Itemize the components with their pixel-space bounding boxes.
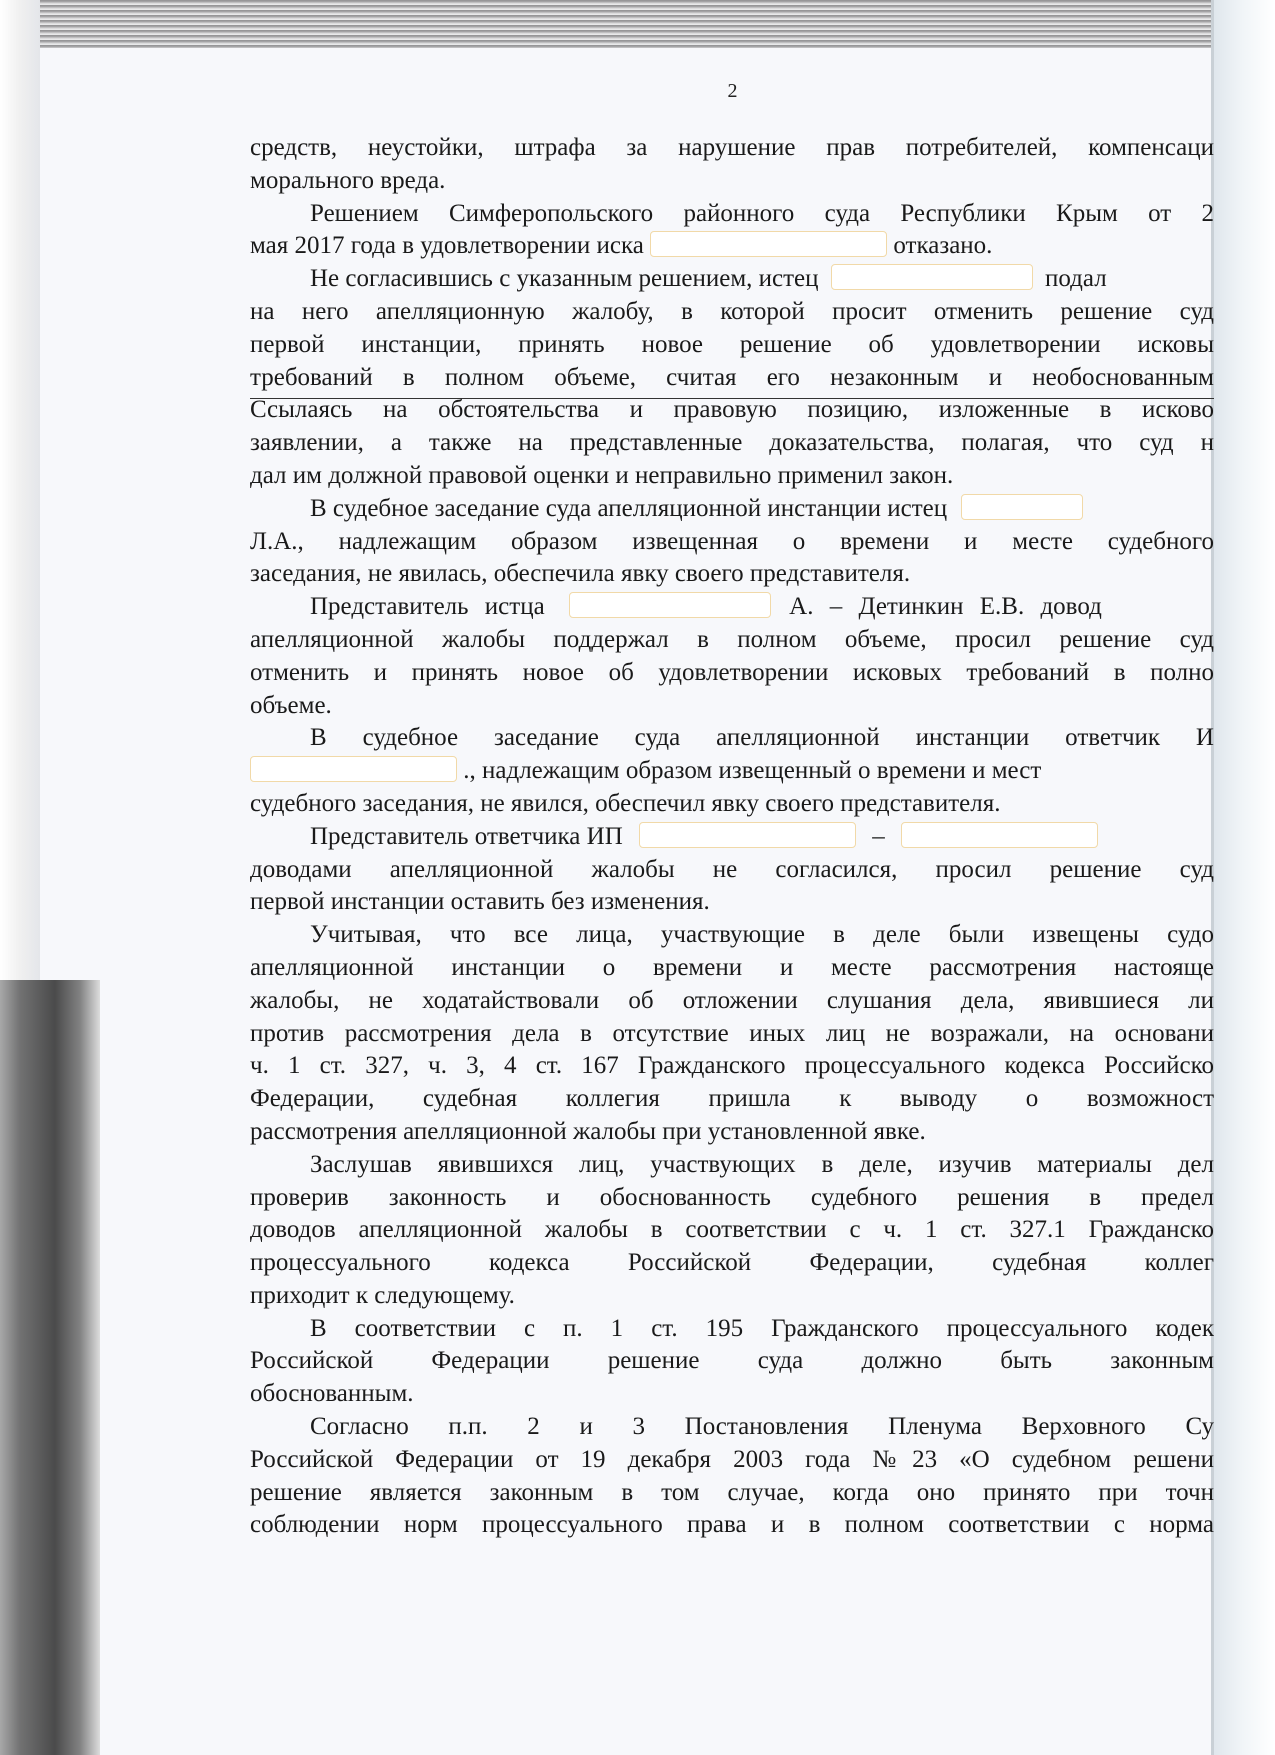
- text-line: Решением Симферопольского районного суда Республики Крым от 2: [310, 199, 1214, 227]
- text-line: [250, 493, 1214, 526]
- text-line: апелляционной жалобы поддержал в полном объеме, просил решение суд: [250, 625, 1214, 653]
- text-line: приходит к следующему.: [250, 1281, 515, 1309]
- text-line: Согласно п.п. 2 и 3 Постановления Пленума Верховного Су: [310, 1413, 1214, 1441]
- text-segment: ., надлежащим образом извещенный о времени и мест: [463, 757, 1042, 785]
- text-line: объеме.: [250, 691, 332, 719]
- text-line: доводов апелляционной жалобы в соответствии с ч. 1 ст. 327.1 Гражданско: [250, 1216, 1214, 1244]
- text-line: Ссылаясь на обстоятельства и правовую позицию, изложенные в исково: [250, 396, 1214, 424]
- text-line: обоснованным.: [250, 1380, 414, 1408]
- text-segment: А. – Детинкин Е.В. довод: [789, 593, 1102, 621]
- redacted-name: [901, 822, 1098, 848]
- document-body: [250, 132, 1214, 1602]
- text-line: ч. 1 ст. 327, ч. 3, 4 ст. 167 Гражданского процессуального кодекса Российско: [250, 1052, 1214, 1080]
- text-line: В судебное заседание суда апелляционной инстанции ответчик И: [310, 724, 1214, 752]
- text-line: против рассмотрения дела в отсутствие иных лиц не возражали, на основани: [250, 1019, 1214, 1047]
- text-line: [250, 591, 1214, 624]
- text-line: первой инстанции, принять новое решение об удовлетворении исковы: [250, 330, 1214, 358]
- text-line: судебного заседания, не явился, обеспечил явку своего представителя.: [250, 789, 1001, 817]
- text-line: В соответствии с п. 1 ст. 195 Гражданского процессуального кодек: [310, 1314, 1214, 1342]
- text-line: [250, 230, 1214, 263]
- text-segment: В судебное заседание суда апелляционной инстанции истец: [310, 494, 948, 522]
- scan-shadow-right: [1213, 0, 1275, 1755]
- text-segment: мая 2017 года в удовлетворении иска: [250, 232, 644, 260]
- redacted-name: [639, 822, 856, 848]
- text-line: Л.А., надлежащим образом извещенная о времени и месте судебного: [250, 527, 1214, 555]
- text-line: заседания, не явилась, обеспечила явку своего представителя.: [250, 560, 911, 588]
- text-segment: Не согласившись с указанным решением, истец: [310, 265, 819, 293]
- text-line: на него апелляционную жалобу, в которой просит отменить решение суд: [250, 297, 1214, 325]
- text-segment: отказано.: [893, 232, 993, 260]
- text-line: дал им должной правовой оценки и неправильно применил закон.: [250, 461, 954, 489]
- text-line: отменить и принять новое об удовлетворении исковых требований в полно: [250, 658, 1214, 686]
- text-line: [250, 755, 1214, 788]
- redacted-name: [650, 231, 887, 257]
- text-segment: Представитель ответчика ИП: [310, 822, 623, 850]
- text-line: жалобы, не ходатайствовали об отложении слушания дела, явившиеся ли: [250, 986, 1214, 1014]
- text-line: требований в полном объеме, считая его незаконным и необоснованным: [250, 363, 1214, 391]
- text-line: апелляционной инстанции о времени и месте рассмотрения настояще: [250, 953, 1214, 981]
- text-line: средств, неустойки, штрафа за нарушение прав потребителей, компенсаци: [250, 134, 1214, 161]
- redacted-name: [831, 264, 1033, 290]
- text-line: Заслушав явившихся лиц, участвующих в деле, изучив материалы дел: [310, 1150, 1214, 1178]
- text-line: соблюдении норм процессуального права и в полном соответствии с норма: [250, 1511, 1214, 1539]
- text-line: [250, 821, 1214, 854]
- text-segment: Представитель истца: [310, 593, 545, 621]
- text-line: первой инстанции оставить без изменения.: [250, 888, 710, 916]
- text-segment: подал: [1045, 265, 1107, 293]
- text-line: Учитывая, что все лица, участвующие в деле были извещены судо: [310, 921, 1214, 949]
- text-line: Российской Федерации от 19 декабря 2003 года №23 «О судебном решени: [250, 1445, 1214, 1473]
- text-line: решение является законным в том случае, когда оно принято при точн: [250, 1478, 1214, 1506]
- text-segment: –: [872, 822, 885, 850]
- text-line: проверив законность и обоснованность судебного решения в предел: [250, 1183, 1214, 1211]
- text-line: процессуального кодекса Российской Федерации, судебная коллег: [250, 1249, 1214, 1277]
- text-line: заявлении, а также на представленные доказательства, полагая, что суд н: [250, 429, 1214, 457]
- text-line: доводами апелляционной жалобы не согласился, просил решение суд: [250, 855, 1214, 883]
- scan-shadow-left-top: [0, 0, 40, 980]
- text-line: Российской Федерации решение суда должно быть законным: [250, 1347, 1214, 1375]
- text-line: [250, 263, 1214, 296]
- text-line: Федерации, судебная коллегия пришла к выводу о возможност: [250, 1085, 1214, 1113]
- text-line: морального вреда.: [250, 166, 446, 194]
- text-line: рассмотрения апелляционной жалобы при установленной явке.: [250, 1117, 926, 1145]
- redacted-name: [569, 592, 771, 618]
- scan-shadow-left: [0, 980, 100, 1755]
- redacted-name: [961, 494, 1083, 520]
- redacted-name: [250, 756, 457, 782]
- scan-shadow-top: [40, 0, 1215, 48]
- page-number: 2: [727, 80, 738, 102]
